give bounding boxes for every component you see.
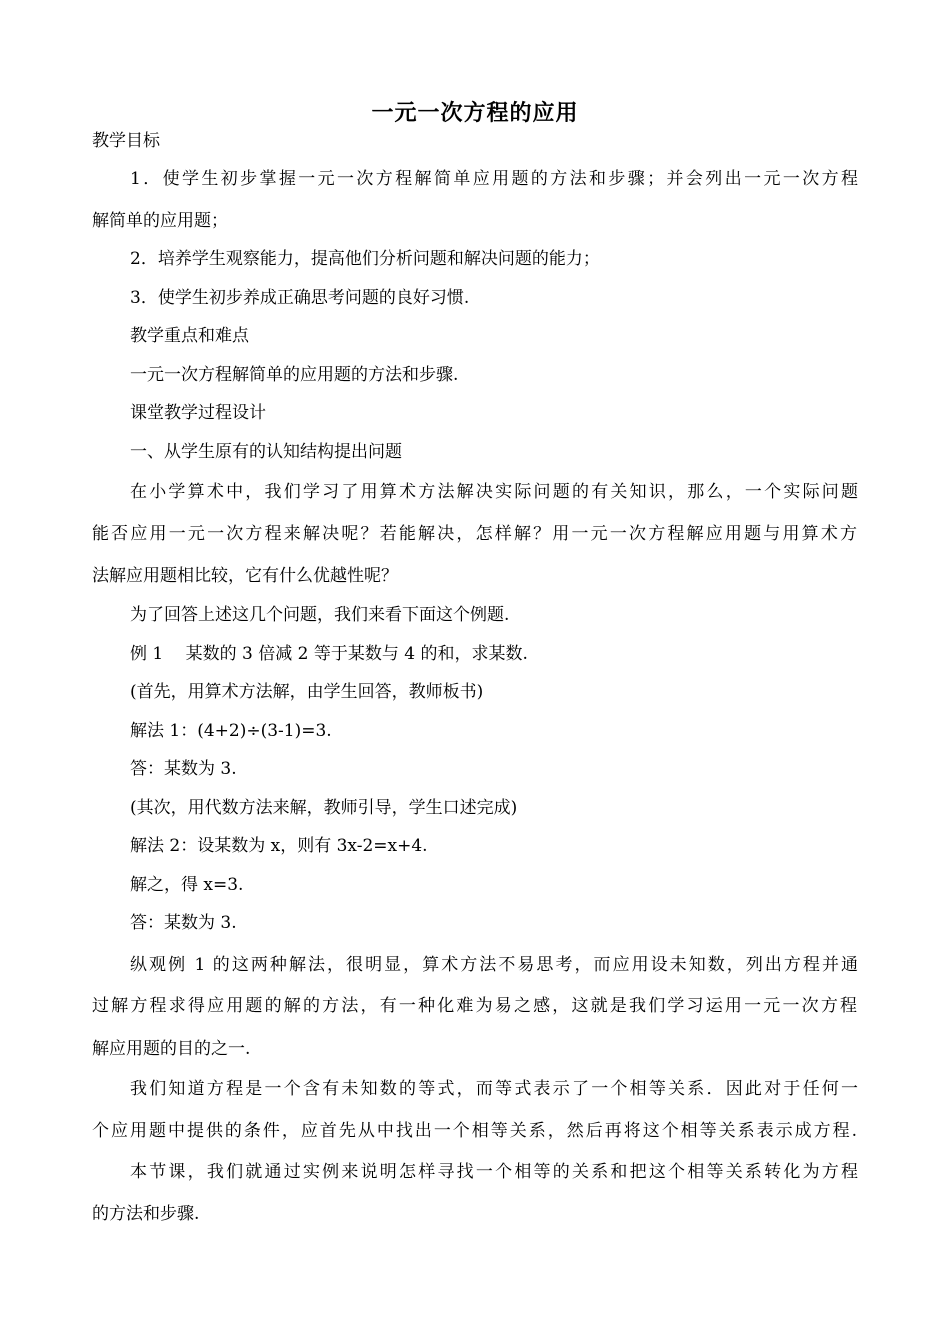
text-line-answer: 答：某数为 3. [130,913,237,933]
text-line: 个应用题中提供的条件，应首先从中找出一个相等关系，然后再将这个相等关系表示成方程. [92,1121,857,1141]
text-line: 的方法和步骤. [92,1204,200,1224]
text-line: 本节课，我们就通过实例来说明怎样寻找一个相等的关系和把这个相等关系转化为方程 [130,1162,858,1182]
text-line-equation: 解之，得 x=3. [130,875,244,895]
text-line: (首先，用算术方法解，由学生回答，教师板书) [130,682,484,702]
text-line: 法解应用题相比较，它有什么优越性呢？ [92,566,398,586]
text-line: 我们知道方程是一个含有未知数的等式，而等式表示了一个相等关系．因此对于任何一 [130,1079,858,1099]
text-line-section-heading: 一、从学生原有的认知结构提出问题 [130,442,402,462]
page-title: 一元一次方程的应用 [371,100,579,126]
text-line-section-heading: 教学重点和难点 [130,326,249,346]
text-line: 在小学算术中，我们学习了用算术方法解决实际问题的有关知识，那么，一个实际问题 [130,482,858,502]
text-line: 2．培养学生观察能力，提高他们分析问题和解决问题的能力； [130,249,600,269]
text-line-section-heading: 课堂教学过程设计 [130,403,266,423]
text-line: 过解方程求得应用题的解的方法，有一种化难为易之感，这就是我们学习运用一元一次方程 [92,996,857,1016]
text-line: 1．使学生初步掌握一元一次方程解简单应用题的方法和步骤；并会列出一元一次方程 [130,169,858,189]
text-line: 解应用题的目的之一. [92,1039,251,1059]
text-line: 3．使学生初步养成正确思考问题的良好习惯. [130,288,470,308]
text-line: 一元一次方程解简单的应用题的方法和步骤. [130,365,459,385]
text-line-equation: 解法 1：(4+2)÷(3-1)=3. [130,721,332,741]
text-line: 为了回答上述这几个问题，我们来看下面这个例题. [130,605,510,625]
text-line: (其次，用代数方法来解，教师引导，学生口述完成) [130,798,518,818]
text-line: 解简单的应用题； [92,211,228,231]
text-line: 纵观例 1 的这两种解法，很明显，算术方法不易思考，而应用设未知数，列出方程并通 [130,955,858,975]
text-line-answer: 答：某数为 3. [130,759,237,779]
text-line-example: 例 1 某数的 3 倍减 2 等于某数与 4 的和，求某数. [130,644,528,664]
text-line: 能否应用一元一次方程来解决呢？若能解决，怎样解？用一元一次方程解应用题与用算术方 [92,524,857,544]
text-line-section-heading: 教学目标 [92,131,160,151]
text-line-equation: 解法 2：设某数为 x，则有 3x-2=x+4. [130,836,428,856]
